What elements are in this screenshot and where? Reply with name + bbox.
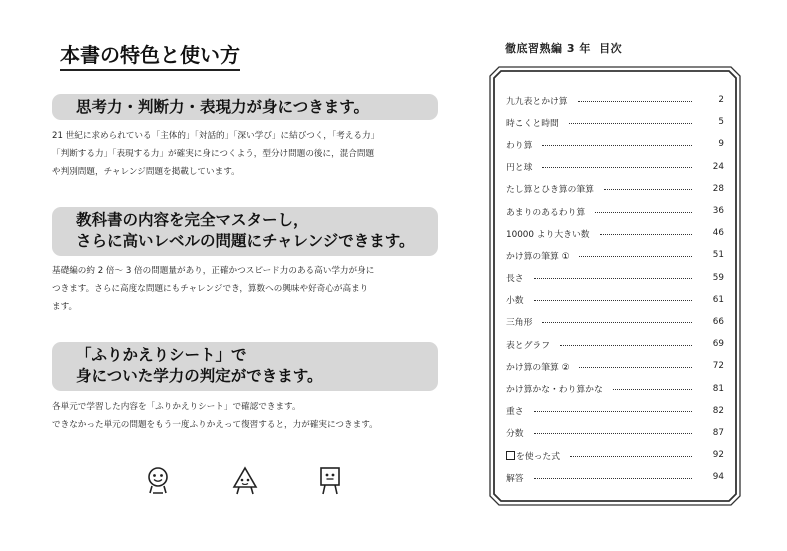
toc-entry[interactable]	[506, 178, 724, 200]
toc-leader	[542, 167, 692, 168]
toc-entry-label: 九九表とかけ算	[506, 96, 568, 107]
toc-list	[506, 89, 724, 488]
toc-entry-label: 分数	[506, 429, 524, 440]
toc-entry-label: かけ算の筆算 ①	[506, 251, 570, 262]
feature-heading-2	[52, 207, 438, 256]
toc-entry-label: 解答	[506, 473, 524, 484]
toc-entry-label: 10000 より大きい数	[506, 229, 590, 240]
toc-entry[interactable]	[506, 111, 724, 133]
toc-book-title: 徹底習熟編 3 年	[505, 42, 591, 55]
feature-heading-3-line-1: 「ふりかえりシート」で	[76, 346, 247, 364]
toc-entry[interactable]	[506, 355, 724, 377]
toc-entry-label: たし算とひき算の筆算	[506, 185, 594, 196]
square-character-icon	[317, 466, 343, 496]
toc-entry-label: かけ算の筆算 ②	[506, 362, 570, 373]
toc-entry-label: 小数	[506, 296, 524, 307]
toc-entry-page: 5	[718, 117, 724, 128]
feature-heading-1-line-1: 思考力・判断力・表現力が身につきます。	[76, 98, 369, 116]
toc-entry[interactable]	[506, 244, 724, 266]
toc-leader	[579, 256, 692, 257]
feature-heading-3	[52, 342, 438, 391]
toc-entry-page: 69	[712, 339, 724, 350]
toc-entry-label-wrap	[506, 449, 560, 462]
toc-entry-page: 2	[718, 95, 724, 106]
toc-entry-page: 51	[712, 250, 724, 261]
round-face-character-icon	[145, 466, 171, 496]
toc-entry[interactable]	[506, 466, 724, 488]
toc-heading: 目次	[599, 42, 623, 55]
toc-entry-page: 61	[712, 294, 724, 305]
square-box-icon	[506, 451, 515, 460]
toc-entry-page: 28	[712, 183, 724, 194]
toc-entry-label: あまりのあるわり算	[506, 207, 586, 218]
feature-body-2-line-3: ます。	[52, 302, 78, 312]
toc-entry-page: 81	[712, 383, 724, 394]
toc-entry[interactable]	[506, 377, 724, 399]
toc-entry-page: 66	[712, 316, 724, 327]
toc-entry-label: 表とグラフ	[506, 340, 550, 351]
toc-leader	[595, 212, 692, 213]
feature-heading-1	[52, 94, 438, 120]
toc-leader	[534, 433, 692, 434]
toc-entry[interactable]	[506, 289, 724, 311]
feature-body-1	[52, 127, 452, 181]
toc-entry-label: を使った式	[516, 451, 560, 462]
toc-entry[interactable]	[506, 89, 724, 111]
feature-body-3-line-1: 各単元で学習した内容を「ふりかえりシート」で確認できます。	[52, 402, 301, 412]
toc-entry-label: 重さ	[506, 407, 524, 418]
toc-leader	[560, 345, 692, 346]
feature-body-2	[52, 262, 452, 316]
toc-entry-page: 72	[712, 361, 724, 372]
toc-entry-page: 36	[712, 206, 724, 217]
toc-leader	[542, 322, 692, 323]
feature-heading-2-line-2: さらに高いレベルの問題にチャレンジできます。	[76, 232, 415, 250]
character-icons	[145, 466, 345, 496]
triangle-character-icon	[231, 466, 259, 496]
toc-leader	[604, 189, 692, 190]
toc-entry-label: かけ算かな・わり算かな	[506, 385, 603, 396]
toc-entry[interactable]	[506, 333, 724, 355]
toc-entry[interactable]	[506, 222, 724, 244]
toc-entry[interactable]	[506, 400, 724, 422]
toc-entry-label: 時こくと時間	[506, 118, 559, 129]
feature-body-1-line-3: や判別問題，チャレンジ問題を掲載しています。	[52, 167, 240, 177]
toc-leader	[569, 123, 692, 124]
toc-entry-page: 87	[712, 427, 724, 438]
feature-heading-2-line-1: 教科書の内容を完全マスターし，	[76, 211, 309, 229]
toc-leader	[570, 456, 692, 457]
toc-entry-page: 9	[718, 139, 724, 150]
page-title: 本書の特色と使い方	[60, 44, 240, 71]
toc-leader	[534, 278, 692, 279]
feature-heading-3-line-2: 身についた学力の判定ができます。	[76, 367, 323, 385]
toc-entry[interactable]	[506, 200, 724, 222]
toc-entry-label: 円と球	[506, 163, 533, 174]
toc-leader	[579, 367, 692, 368]
toc-entry[interactable]	[506, 267, 724, 289]
toc-entry-page: 94	[712, 472, 724, 483]
toc-entry[interactable]	[506, 444, 724, 466]
feature-body-2-line-1: 基礎編の約 2 倍～ 3 倍の問題量があり，正確かつスピード力のある高い学力が身に	[52, 266, 375, 276]
toc-entry[interactable]	[506, 422, 724, 444]
toc-entry-label: わり算	[506, 140, 533, 151]
toc-leader	[578, 101, 692, 102]
toc-leader	[613, 389, 692, 390]
feature-body-1-line-2: 「判断する力」「表現する力」が確実に身につくよう，型分け問題の後に，混合問題	[52, 149, 375, 159]
toc-entry-label: 三角形	[506, 318, 533, 329]
toc-entry-page: 92	[712, 450, 724, 461]
feature-body-3-line-2: できなかった単元の問題をもう一度ふりかえって復習すると，力が確実につきます。	[52, 420, 378, 430]
feature-body-2-line-2: つきます。さらに高度な問題にもチャレンジでき，算数への興味や好奇心が高まり	[52, 284, 369, 294]
toc-leader	[534, 411, 692, 412]
feature-body-1-line-1: 21 世紀に求められている「主体的」「対話的」「深い学び」に結びつく，「考える力」	[52, 131, 380, 141]
toc-leader	[600, 234, 692, 235]
toc-entry-page: 59	[712, 272, 724, 283]
toc-entry[interactable]	[506, 133, 724, 155]
toc-entry[interactable]	[506, 311, 724, 333]
toc-entry-page: 82	[712, 405, 724, 416]
toc-entry-page: 46	[712, 228, 724, 239]
toc-leader	[534, 478, 692, 479]
feature-body-3	[52, 398, 452, 434]
toc-title	[505, 40, 626, 56]
toc-leader	[542, 145, 692, 146]
toc-entry-label: 長さ	[506, 274, 524, 285]
toc-entry[interactable]	[506, 156, 724, 178]
toc-leader	[534, 300, 692, 301]
toc-entry-page: 24	[712, 161, 724, 172]
